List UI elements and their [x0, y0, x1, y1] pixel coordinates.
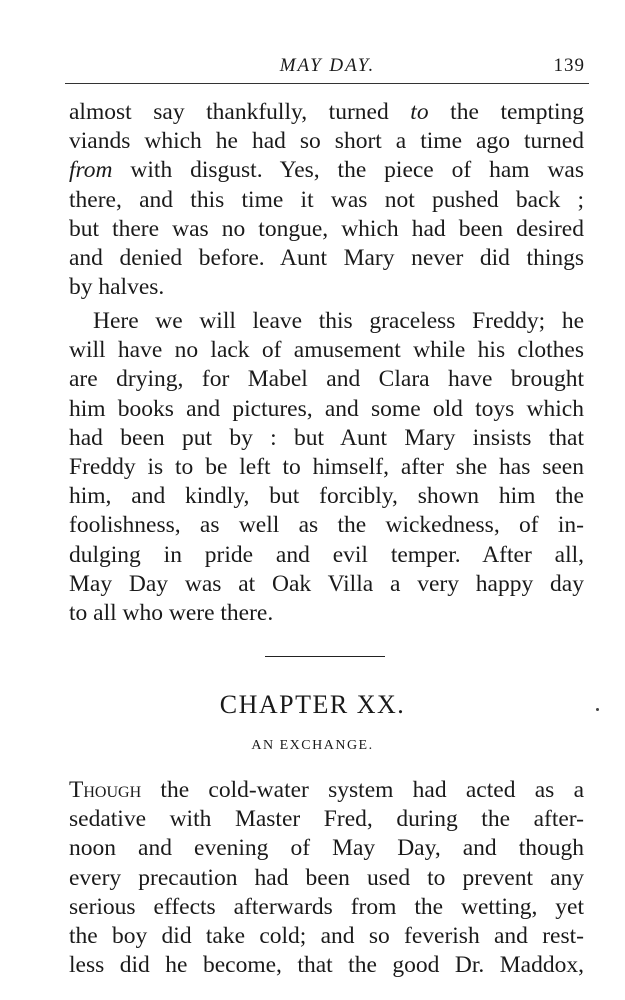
text-line: to all who were there.: [69, 600, 274, 627]
text-line: him, and kindly, but forcibly, shown him the: [69, 483, 584, 510]
print-speck: [596, 708, 599, 711]
text-line: but there was no tongue, which had been desired: [69, 215, 584, 242]
emphasis-to: to: [410, 99, 429, 125]
header-rule: [65, 83, 589, 84]
text-line: every precaution had been used to prevent any: [69, 864, 584, 891]
text-line: sedative with Master Fred, during the after-: [69, 806, 584, 833]
running-head: [70, 55, 585, 81]
text-line: [69, 776, 584, 805]
chapter-title: CHAPTER XX.: [219, 690, 406, 719]
text-line: Freddy is to be left to himself, after she has seen: [69, 454, 584, 481]
first-line-rest: the cold-water system had acted as a: [141, 777, 584, 803]
text-line: Here we will leave this graceless Freddy; he: [93, 308, 584, 334]
text-line: are drying, for Mabel and Clara have brought: [69, 366, 584, 393]
text-line: will have no lack of amusement while his clothes: [69, 337, 584, 364]
text-line: foolishness, as well as the wickedness, of in-: [69, 512, 584, 539]
text-line: him books and pictures, and some old toys which: [69, 395, 584, 422]
running-title: MAY DAY.: [279, 55, 376, 76]
text-line: dulging in pride and evil temper. After all,: [69, 541, 584, 568]
opening-word: Though: [69, 777, 142, 803]
text-line: and denied before. Aunt Mary never did things: [69, 245, 584, 272]
text-line: almost say thankfully, turned to the tempting: [69, 99, 584, 125]
text-line: viands which he had so short a time ago turned: [69, 128, 584, 155]
chapter-subtitle: AN EXCHANGE.: [251, 738, 374, 753]
text-line: serious effects afterwards from the wetting, yet: [69, 893, 584, 920]
text-line: from with disgust. Yes, the piece of ham was: [69, 157, 584, 184]
text-line: noon and evening of May Day, and though: [69, 835, 584, 862]
paragraph-3: [69, 776, 584, 980]
text-line: had been put by : but Aunt Mary insists that: [69, 424, 584, 451]
text-line: by halves.: [69, 274, 165, 301]
paragraph-2: [69, 307, 584, 628]
emphasis-from: from: [69, 157, 113, 184]
text-line: less did he become, that the good Dr. Maddox,: [69, 952, 584, 979]
page-number: 139: [553, 55, 585, 76]
text-line: there, and this time it was not pushed back ;: [69, 186, 584, 213]
text-line: May Day was at Oak Villa a very happy day: [69, 570, 584, 597]
text-line: the boy did take cold; and so feverish and rest-: [69, 923, 584, 950]
section-divider: [265, 656, 385, 657]
paragraph-1: [69, 98, 584, 302]
